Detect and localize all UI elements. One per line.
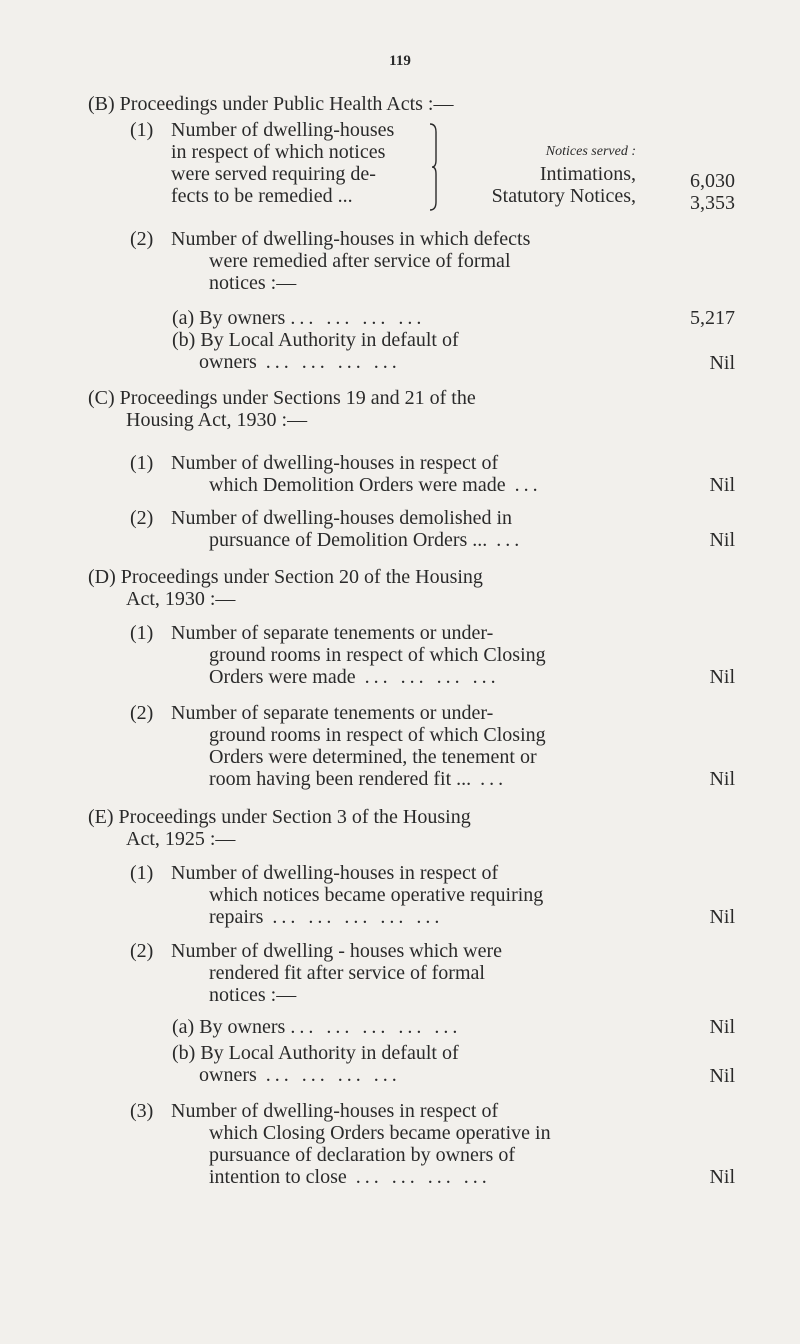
sub-b-line: (b) By Local Authority in default of <box>172 329 459 351</box>
intimations-value: 6,030 <box>690 170 735 192</box>
item-number: (1) <box>130 862 154 884</box>
item-text-line: were remedied after service of formal <box>209 250 511 272</box>
item-text-line: intention to close <box>209 1166 347 1188</box>
statutory-notices-value: 3,353 <box>690 192 735 214</box>
section-b-heading: (B) Proceedings under Public Health Acts :— <box>88 93 454 115</box>
item-text-line: Number of separate tenements or under- <box>171 702 494 724</box>
leader-dots: ... <box>487 529 524 551</box>
section-d-item1 <box>130 622 640 688</box>
section-c-item1-value: Nil <box>709 474 735 496</box>
sub-b-line: owners <box>199 1064 257 1086</box>
item-text-line: ground rooms in respect of which Closing <box>209 644 546 666</box>
section-c-item1 <box>130 452 640 496</box>
section-e-sub-a-value: Nil <box>709 1016 735 1038</box>
section-b-sub-a <box>172 307 640 329</box>
item-text-line: in respect of which notices <box>171 141 386 163</box>
item-text-line: ground rooms in respect of which Closing <box>209 724 546 746</box>
sub-a-label: (a) By owners <box>172 1016 286 1038</box>
item-text-line: pursuance of Demolition Orders ... <box>209 529 488 551</box>
item-text-line: room having been rendered fit ... <box>209 768 472 790</box>
section-e-heading <box>88 806 648 850</box>
section-e-sub-b-value: Nil <box>709 1065 735 1087</box>
item-text-line: notices :— <box>209 272 297 294</box>
item-number: (1) <box>130 119 154 141</box>
heading-line: (C) Proceedings under Sections 19 and 21 of the <box>88 387 476 409</box>
item-text-line: Orders were made <box>209 666 356 688</box>
sub-a-value: 5,217 <box>690 307 735 329</box>
leader-dots: ... <box>505 474 542 496</box>
item-text-line: repairs <box>209 906 264 928</box>
leader-dots: ... ... ... ... ... <box>263 906 444 928</box>
section-e-item3 <box>130 1100 640 1188</box>
leader-dots: ... ... ... ... <box>355 666 500 688</box>
section-e-sub-b <box>172 1042 640 1086</box>
intimations-label: Intimations, <box>539 163 636 185</box>
item-text-line: Number of dwelling-houses in respect of <box>171 862 499 884</box>
heading-line: Housing Act, 1930 :— <box>126 409 308 431</box>
notices-served-label: Notices served : <box>545 144 636 159</box>
item-number: (2) <box>130 228 154 250</box>
section-b-sub-b <box>172 329 640 373</box>
sub-b-value: Nil <box>709 352 735 374</box>
sub-a-label: (a) By owners <box>172 307 286 329</box>
item-text-line: Number of dwelling-houses in respect of <box>171 1100 499 1122</box>
sub-b-line: (b) By Local Authority in default of <box>172 1042 459 1064</box>
item-text-line: pursuance of declaration by owners of <box>209 1144 515 1166</box>
item-text-line: Number of dwelling-houses in which defects <box>171 228 531 250</box>
heading-line: Act, 1925 :— <box>126 828 236 850</box>
curly-brace-icon <box>428 122 440 212</box>
item-text-line: which Closing Orders became operative in <box>209 1122 551 1144</box>
section-e-item1 <box>130 862 640 928</box>
leader-dots: ... ... ... ... <box>346 1166 491 1188</box>
section-b-item1 <box>130 119 430 207</box>
item-text-line: Number of dwelling - houses which were <box>171 940 503 962</box>
section-e-item3-value: Nil <box>709 1166 735 1188</box>
item-text-line: were served requiring de- <box>171 163 376 185</box>
item-text-line: notices :— <box>209 984 297 1006</box>
leader-dots: ... ... ... ... <box>290 307 426 329</box>
page-number: 119 <box>389 53 411 69</box>
item-text-line: fects to be remedied ... <box>171 185 353 207</box>
section-e-item1-value: Nil <box>709 906 735 928</box>
item-text-line: Number of separate tenements or under- <box>171 622 494 644</box>
leader-dots: ... ... ... ... <box>256 1064 401 1086</box>
item-number: (2) <box>130 940 154 962</box>
item-number: (3) <box>130 1100 154 1122</box>
item-text-line: which notices became operative requiring <box>209 884 544 906</box>
section-d-item2-value: Nil <box>709 768 735 790</box>
section-d-heading <box>88 566 648 610</box>
heading-line: (E) Proceedings under Section 3 of the Housing <box>88 806 471 828</box>
item-number: (2) <box>130 507 154 529</box>
item-text-line: Orders were determined, the tenement or <box>209 746 537 768</box>
item-text-line: rendered fit after service of formal <box>209 962 485 984</box>
heading-line: (D) Proceedings under Section 20 of the Housing <box>88 566 483 588</box>
statutory-notices-label: Statutory Notices, <box>491 185 636 207</box>
notices-served-block <box>440 141 636 207</box>
heading-line: Act, 1930 :— <box>126 588 236 610</box>
item-number: (2) <box>130 702 154 724</box>
section-d-item2 <box>130 702 640 790</box>
section-d-item1-value: Nil <box>709 666 735 688</box>
leader-dots: ... <box>471 768 508 790</box>
item-number: (1) <box>130 622 154 644</box>
leader-dots: ... ... ... ... ... <box>290 1016 462 1038</box>
section-c-heading <box>88 387 648 431</box>
sub-b-line: owners <box>199 351 257 373</box>
item-text-line: which Demolition Orders were made <box>209 474 506 496</box>
leader-dots: ... ... ... ... <box>256 351 401 373</box>
section-e-item2 <box>130 940 640 1006</box>
item-text-line: Number of dwelling-houses <box>171 119 395 141</box>
item-text-line: Number of dwelling-houses in respect of <box>171 452 499 474</box>
item-text-line: Number of dwelling-houses demolished in <box>171 507 513 529</box>
section-e-sub-a <box>172 1016 640 1038</box>
section-c-item2-value: Nil <box>709 529 735 551</box>
item-number: (1) <box>130 452 154 474</box>
section-c-item2 <box>130 507 640 551</box>
section-b-item2 <box>130 228 640 294</box>
